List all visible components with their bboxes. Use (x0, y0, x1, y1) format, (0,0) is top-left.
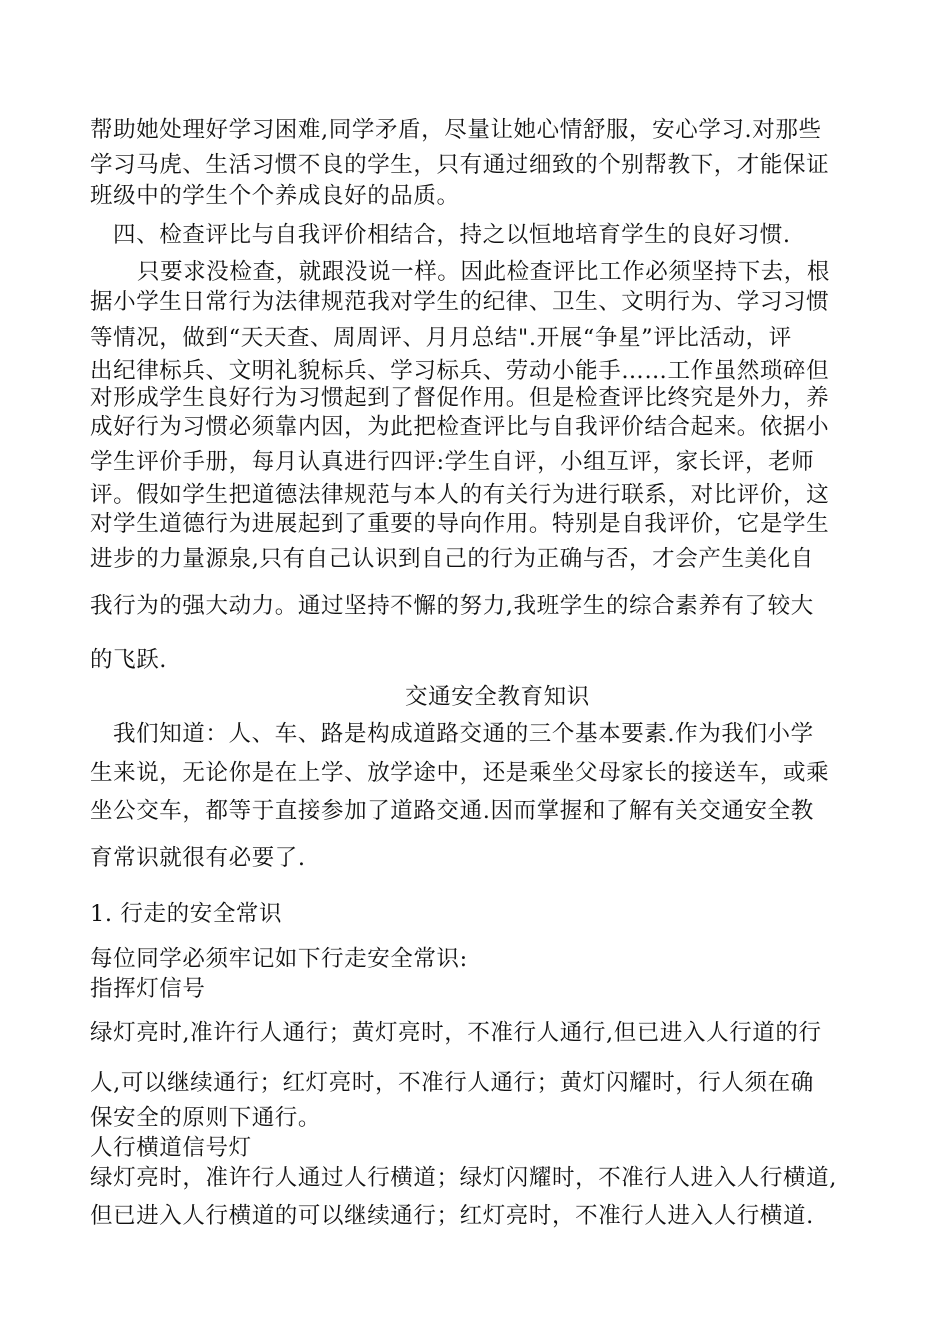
paragraph-line: 我行为的强大动力。通过坚持不懈的努力,我班学生的综合素养有了较大 (90, 593, 814, 619)
paragraph-line: 的飞跃. (90, 647, 168, 673)
paragraph-line: 进步的力量源泉,只有自己认识到自己的行为正确与否，才会产生美化自 (90, 546, 814, 572)
paragraph-line: 只要求没检查，就跟没说一样。因此检查评比工作必须坚持下去，根 (137, 259, 831, 285)
paragraph-line: 评。假如学生把道德法律规范与本人的有关行为进行联系，对比评价，这 (90, 482, 830, 508)
paragraph-line: 据小学生日常行为法律规范我对学生的纪律、卫生、文明行为、学习习惯 (90, 289, 830, 315)
paragraph-line: 保安全的原则下通行。 (90, 1105, 322, 1131)
paragraph-line: 对形成学生良好行为习惯起到了督促作用。但是检查评比终究是外力，养 (90, 385, 830, 411)
paragraph-line: 坐公交车，都等于直接参加了道路交通.因而掌握和了解有关交通安全教 (90, 798, 814, 824)
paragraph-line: 帮助她处理好学习困难,同学矛盾，尽量让她心情舒服，安心学习.对那些 (90, 117, 822, 143)
paragraph-line: 我们知道：人、车、路是构成道路交通的三个基本要素.作为我们小学 (113, 721, 814, 747)
paragraph-line: 学习马虎、生活习惯不良的学生，只有通过细致的个别帮教下，才能保证 (90, 152, 830, 178)
paragraph-line: 成好行为习惯必须靠内因，为此把检查评比与自我评价结合起来。依据小 (90, 414, 830, 440)
section-heading: 四、检查评比与自我评价相结合，持之以恒地培育学生的良好习惯. (113, 222, 791, 248)
paragraph-line: 人,可以继续通行；红灯亮时，不准行人通行；黄灯闪耀时，行人须在确 (90, 1070, 814, 1096)
paragraph-line: 每位同学必须牢记如下行走安全常识: (90, 946, 468, 972)
numbered-heading: 1. 行走的安全常识 (90, 901, 283, 927)
paragraph-line: 绿灯亮时,准许行人通行；黄灯亮时，不准行人通行,但已进入人行道的行 (90, 1020, 822, 1046)
paragraph-line: 生来说，无论你是在上学、放学途中，还是乘坐父母家长的接送车，或乘 (90, 760, 830, 786)
paragraph-line: 绿灯亮时，准许行人通过人行横道；绿灯闪耀时，不准行人进入人行横道, (90, 1165, 837, 1191)
paragraph-line: 班级中的学生个个养成良好的品质。 (90, 183, 460, 209)
subheading: 指挥灯信号 (90, 976, 206, 1002)
paragraph-line: 但已进入人行横道的可以继续通行；红灯亮时，不准行人进入人行横道. (90, 1203, 814, 1229)
section-title: 交通安全教育知识 (405, 684, 590, 710)
paragraph-line: 对学生道德行为进展起到了重要的导向作用。特别是自我评价，它是学生 (90, 511, 830, 537)
paragraph-line: 出纪律标兵、文明礼貌标兵、学习标兵、劳动小能手……工作虽然琐碎但 (90, 358, 830, 384)
paragraph-line: 育常识就很有必要了. (90, 845, 306, 871)
paragraph-line: 等情况，做到“天天查、周周评、月月总结".开展“争星”评比活动，评 (90, 325, 792, 351)
subheading: 人行横道信号灯 (90, 1135, 252, 1161)
paragraph-line: 学生评价手册，每月认真进行四评:学生自评，小组互评，家长评，老师 (90, 449, 815, 475)
